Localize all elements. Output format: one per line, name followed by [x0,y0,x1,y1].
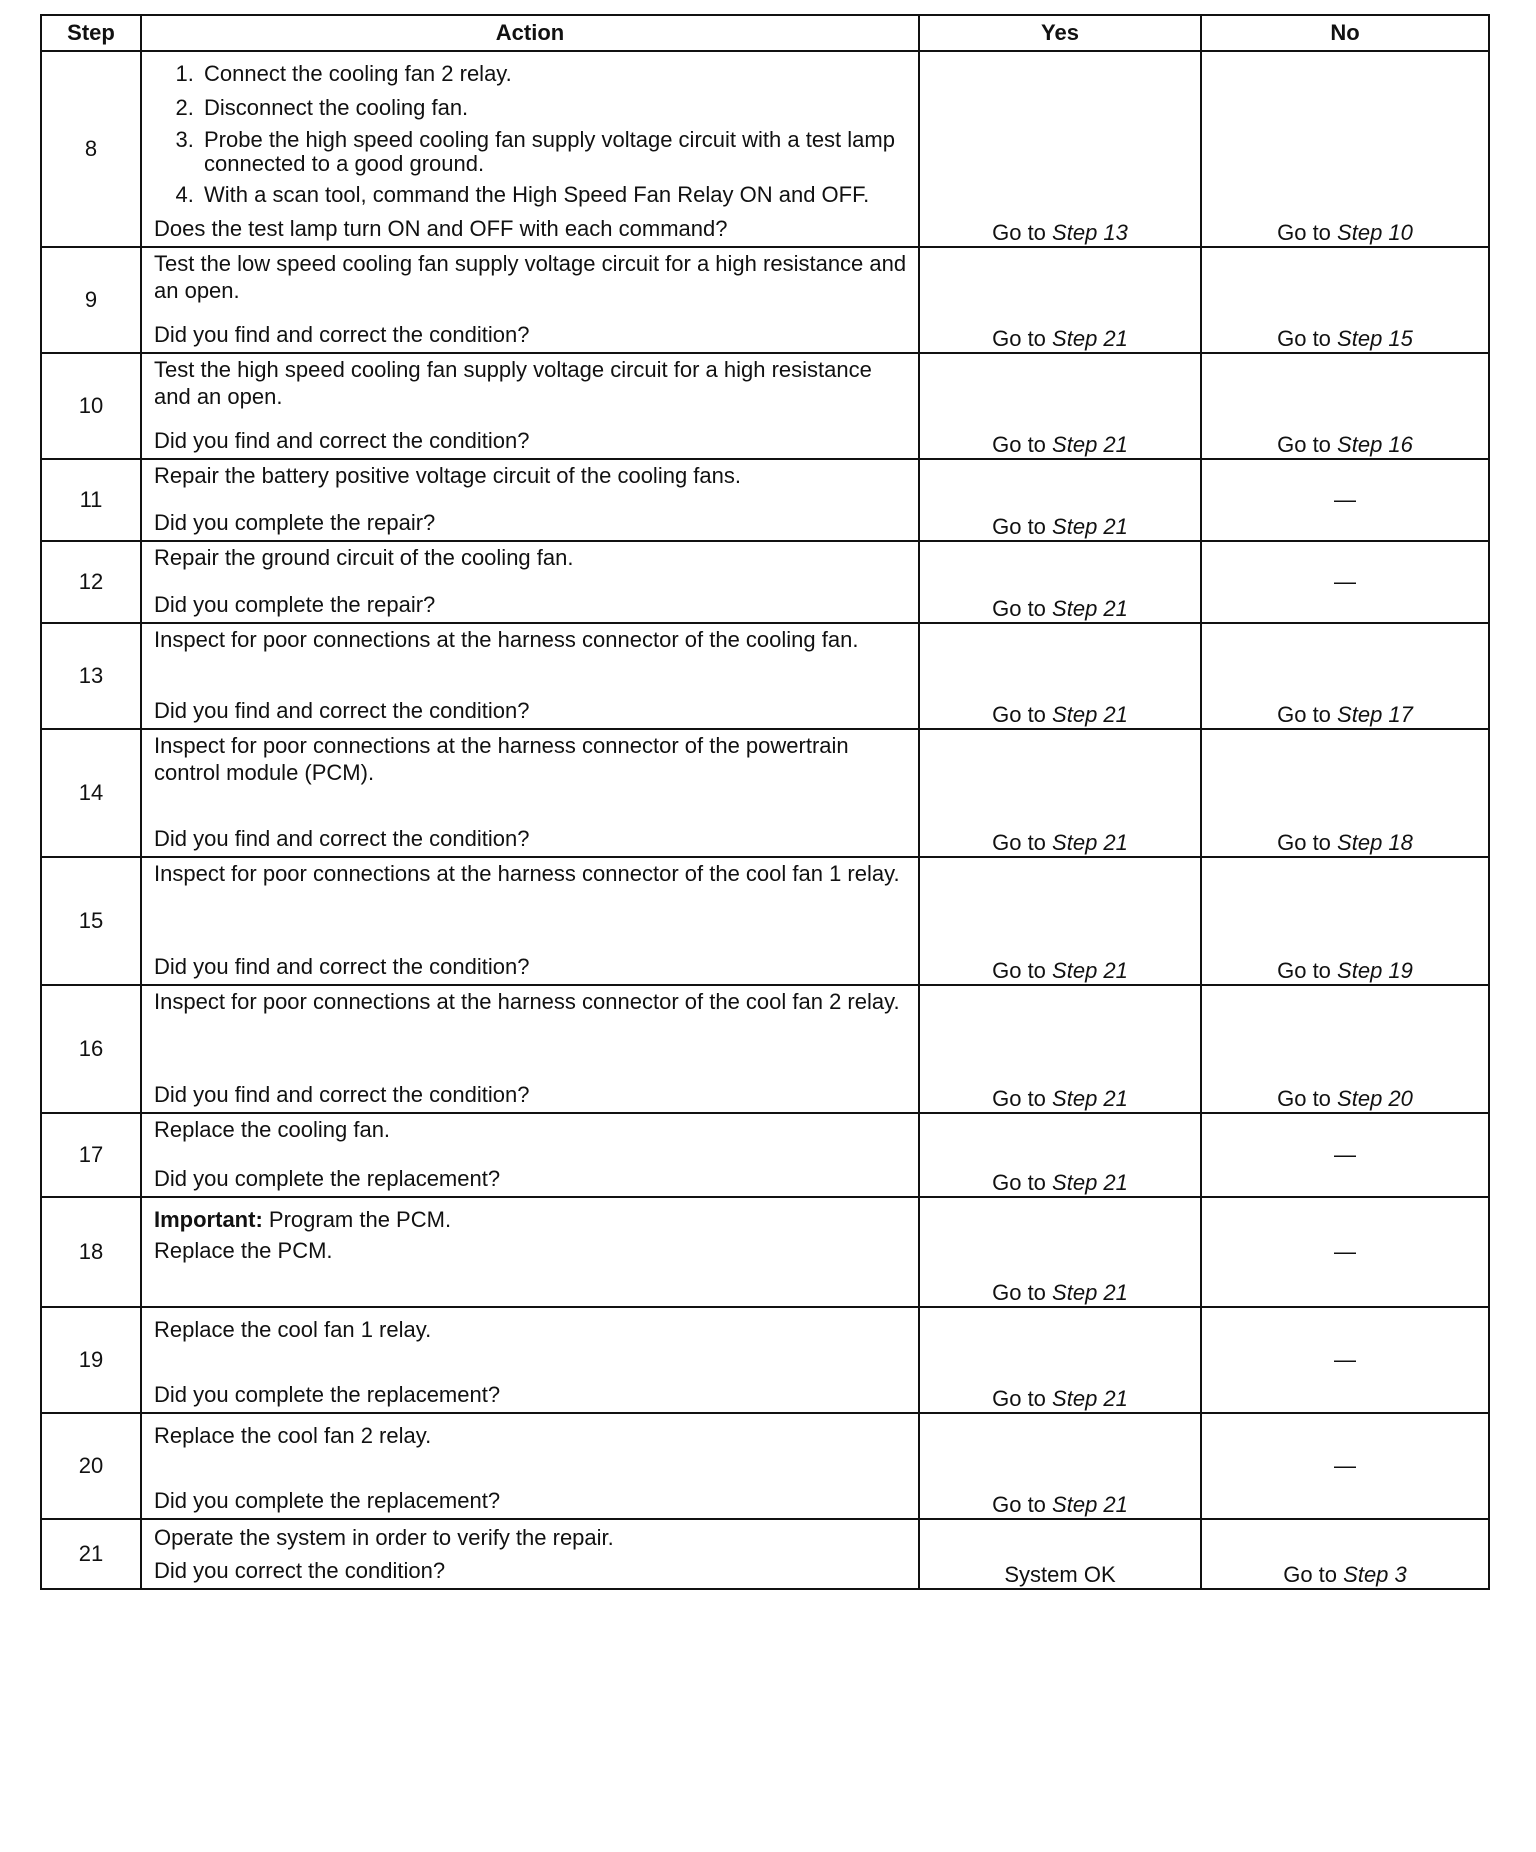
action-cell [141,353,919,459]
table-row [41,857,1489,985]
action-cell [141,623,919,729]
goto-prefix: Go to [1277,958,1331,983]
no-cell [1201,1307,1489,1413]
action-cell [141,1413,919,1519]
table-row [41,1307,1489,1413]
yes-cell [919,729,1201,857]
no-cell [1201,51,1489,247]
goto-prefix: Go to [992,326,1046,351]
table-row [41,1519,1489,1589]
no-dash: — [1334,1453,1356,1478]
no-cell [1201,1413,1489,1519]
goto-step-link: Step 16 [1337,432,1413,457]
no-dash: — [1334,1239,1356,1264]
goto-prefix: Go to [992,1170,1046,1195]
diagnostic-table [40,14,1490,1590]
action-question: Did you find and correct the condition? [154,698,530,723]
action-question: Did you find and correct the condition? [154,322,530,347]
action-list [154,60,908,207]
table-row [41,51,1489,247]
action-cell [141,1519,919,1589]
header-action: Action [141,15,919,51]
goto-prefix: Go to [1277,702,1331,727]
no-dash: — [1334,1347,1356,1372]
action-text: Test the low speed cooling fan supply voltage circuit for a high resistance and an open. [154,251,907,303]
action-cell [141,247,919,353]
goto-step-link: Step 13 [1052,220,1128,245]
table-row [41,1113,1489,1197]
action-text: Inspect for poor connections at the harness connector of the cool fan 2 relay. [154,989,900,1014]
step-number: 16 [41,985,141,1113]
header-no: No [1201,15,1489,51]
goto-prefix: Go to [992,432,1046,457]
no-cell [1201,1113,1489,1197]
no-cell [1201,623,1489,729]
action-text: Replace the cooling fan. [154,1117,391,1142]
action-cell [141,857,919,985]
action-question: Did you complete the replacement? [154,1166,501,1191]
yes-cell [919,541,1201,623]
goto-step-link: Step 21 [1052,326,1128,351]
table-row [41,541,1489,623]
goto-step-link: Step 21 [1052,1492,1128,1517]
header-yes: Yes [919,15,1201,51]
goto-prefix: Go to [1283,1562,1338,1587]
no-cell [1201,541,1489,623]
action-cell [141,541,919,623]
goto-prefix: Go to [992,702,1046,727]
goto-step-link: Step 21 [1052,1086,1128,1111]
yes-cell [919,1197,1201,1307]
goto-step-link: Step 20 [1337,1086,1413,1111]
goto-prefix: Go to [992,958,1046,983]
table-row [41,459,1489,541]
goto-prefix: Go to [992,1280,1046,1305]
action-cell [141,729,919,857]
action-question: Did you correct the condition? [154,1558,446,1583]
yes-cell [919,247,1201,353]
yes-cell [919,353,1201,459]
table-row [41,985,1489,1113]
list-item: 3. Probe the high speed cooling fan supply voltage circuit with a test lamp connected to a good ground. [200,128,908,176]
action-question: Did you find and correct the condition? [154,954,530,979]
important-label: Important: [154,1207,263,1232]
yes-cell [919,857,1201,985]
action-text: Inspect for poor connections at the harness connector of the powertrain control module (PCM). [154,733,849,785]
system-ok-text: System OK [1004,1562,1116,1587]
step-number: 18 [41,1197,141,1307]
goto-prefix: Go to [1277,432,1331,457]
no-cell [1201,985,1489,1113]
action-text: Replace the cool fan 1 relay. [154,1317,432,1342]
action-cell [141,51,919,247]
goto-prefix: Go to [992,1386,1046,1411]
action-question: Did you find and correct the condition? [154,428,530,453]
goto-step-link: Step 21 [1052,514,1128,539]
list-item: 2. Disconnect the cooling fan. [200,94,908,121]
table-row [41,729,1489,857]
goto-prefix: Go to [992,1492,1046,1517]
yes-cell [919,1519,1201,1589]
yes-cell [919,51,1201,247]
no-dash: — [1334,569,1356,594]
table-row [41,353,1489,459]
step-number: 20 [41,1413,141,1519]
table-row [41,247,1489,353]
goto-prefix: Go to [992,1086,1046,1111]
step-number: 13 [41,623,141,729]
goto-step-link: Step 17 [1337,702,1413,727]
list-item: 1. Connect the cooling fan 2 relay. [200,60,908,87]
no-cell [1201,1519,1489,1589]
action-question: Does the test lamp turn ON and OFF with each command? [154,216,728,241]
header-step: Step [41,15,141,51]
action-text: Repair the ground circuit of the cooling fan. [154,545,574,570]
action-text: Replace the PCM. [154,1238,333,1263]
goto-step-link: Step 19 [1337,958,1413,983]
action-text: Test the high speed cooling fan supply voltage circuit for a high resistance and an open. [154,357,872,409]
no-cell [1201,729,1489,857]
goto-step-link: Step 21 [1052,1386,1128,1411]
no-cell [1201,1197,1489,1307]
yes-cell [919,985,1201,1113]
yes-cell [919,1113,1201,1197]
yes-cell [919,459,1201,541]
action-cell [141,459,919,541]
step-number: 8 [41,51,141,247]
no-dash: — [1334,1142,1356,1167]
table-row [41,1413,1489,1519]
action-text: Repair the battery positive voltage circuit of the cooling fans. [154,463,741,488]
step-number: 10 [41,353,141,459]
action-question: Did you complete the repair? [154,510,436,535]
goto-step-link: Step 21 [1052,1280,1128,1305]
action-text: Inspect for poor connections at the harness connector of the cool fan 1 relay. [154,861,900,886]
goto-prefix: Go to [1277,830,1331,855]
table-row [41,623,1489,729]
no-dash: — [1334,487,1356,512]
action-question: Did you find and correct the condition? [154,826,530,851]
goto-prefix: Go to [992,220,1046,245]
no-cell [1201,353,1489,459]
important-note [154,1206,908,1233]
goto-step-link: Step 21 [1052,1170,1128,1195]
action-cell [141,985,919,1113]
yes-cell [919,1307,1201,1413]
action-cell [141,1307,919,1413]
no-cell [1201,857,1489,985]
goto-step-link: Step 21 [1052,596,1128,621]
action-question: Did you complete the replacement? [154,1382,501,1407]
goto-step-link: Step 10 [1337,220,1413,245]
step-number: 21 [41,1519,141,1589]
step-number: 17 [41,1113,141,1197]
goto-prefix: Go to [1277,1086,1331,1111]
step-number: 9 [41,247,141,353]
no-cell [1201,247,1489,353]
action-question: Did you find and correct the condition? [154,1082,530,1107]
goto-step-link: Step 21 [1052,958,1128,983]
action-text: Inspect for poor connections at the harness connector of the cooling fan. [154,627,859,652]
action-text: Operate the system in order to verify the repair. [154,1525,614,1550]
no-cell [1201,459,1489,541]
action-question: Did you complete the repair? [154,592,436,617]
table-row [41,1197,1489,1307]
goto-step-link: Step 21 [1052,432,1128,457]
action-question: Did you complete the replacement? [154,1488,501,1513]
goto-prefix: Go to [992,514,1046,539]
step-number: 19 [41,1307,141,1413]
goto-step-link: Step 3 [1343,1562,1407,1587]
goto-prefix: Go to [992,596,1046,621]
action-cell [141,1113,919,1197]
yes-cell [919,623,1201,729]
list-item: 4. With a scan tool, command the High Speed Fan Relay ON and OFF. [200,183,908,207]
goto-step-link: Step 18 [1337,830,1413,855]
goto-step-link: Step 15 [1337,326,1413,351]
yes-cell [919,1413,1201,1519]
goto-prefix: Go to [1277,326,1331,351]
step-number: 15 [41,857,141,985]
action-cell [141,1197,919,1307]
step-number: 11 [41,459,141,541]
goto-prefix: Go to [1277,220,1331,245]
header-row [41,15,1489,51]
goto-prefix: Go to [992,830,1046,855]
goto-step-link: Step 21 [1052,702,1128,727]
step-number: 14 [41,729,141,857]
action-text: Replace the cool fan 2 relay. [154,1423,432,1448]
goto-step-link: Step 21 [1052,830,1128,855]
step-number: 12 [41,541,141,623]
important-text: Program the PCM. [268,1207,452,1232]
